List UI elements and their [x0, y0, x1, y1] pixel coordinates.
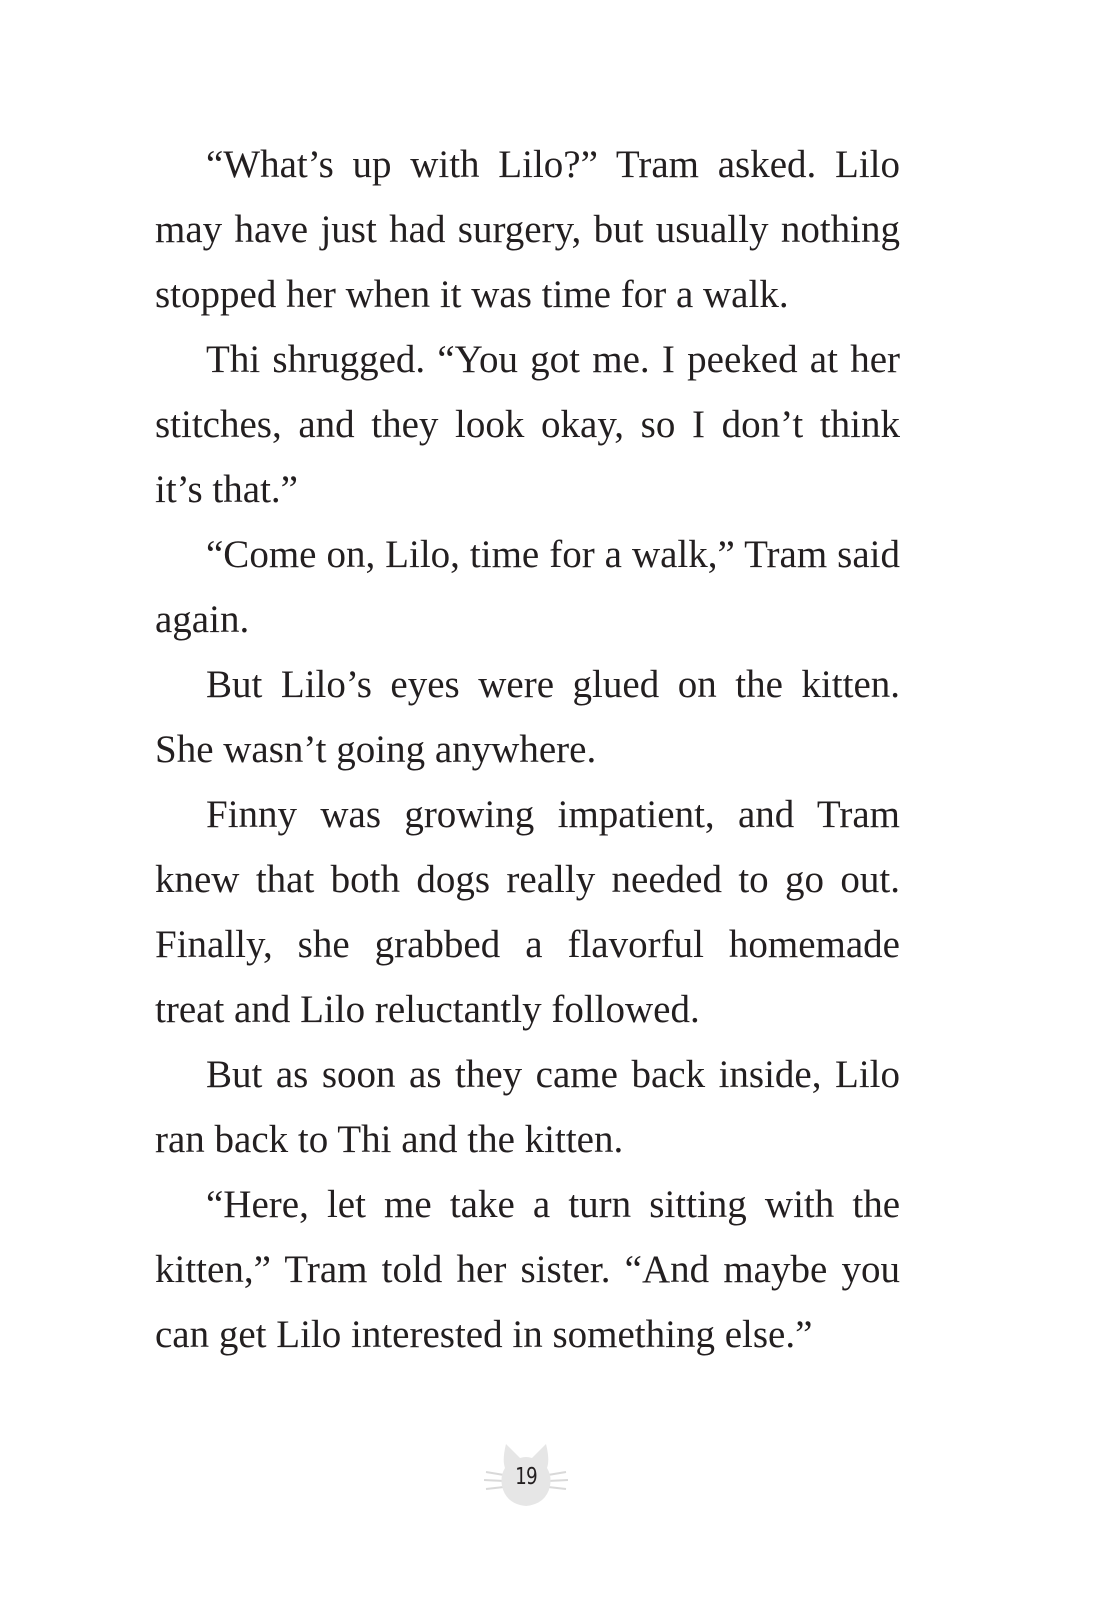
page-folio [484, 1438, 568, 1510]
paragraph: Thi shrugged. “You got me. I peeked at her stitches, and they look okay, so I don’t think it’s that.” [155, 338, 900, 511]
paragraph: “Here, let me take a turn sitting with the kitten,” Tram told her sister. “And maybe you can get Lilo interested in something else.” [155, 1183, 900, 1356]
body-text [155, 132, 900, 1367]
paragraph: “Come on, Lilo, time for a walk,” Tram said again. [155, 533, 900, 641]
paragraph: Finny was growing impatient, and Tram knew that both dogs really needed to go out. Finally, she grabbed a flavorful homemade treat and Lilo reluctantly followed. [155, 793, 900, 1031]
page-number: 19 [515, 1464, 537, 1490]
paragraph: “What’s up with Lilo?” Tram asked. Lilo may have just had surgery, but usually nothing stopped her when it was time for a walk. [155, 143, 900, 316]
paragraph: But Lilo’s eyes were glued on the kitten. She wasn’t going anywhere. [155, 663, 900, 771]
paragraph: But as soon as they came back inside, Lilo ran back to Thi and the kitten. [155, 1053, 900, 1161]
